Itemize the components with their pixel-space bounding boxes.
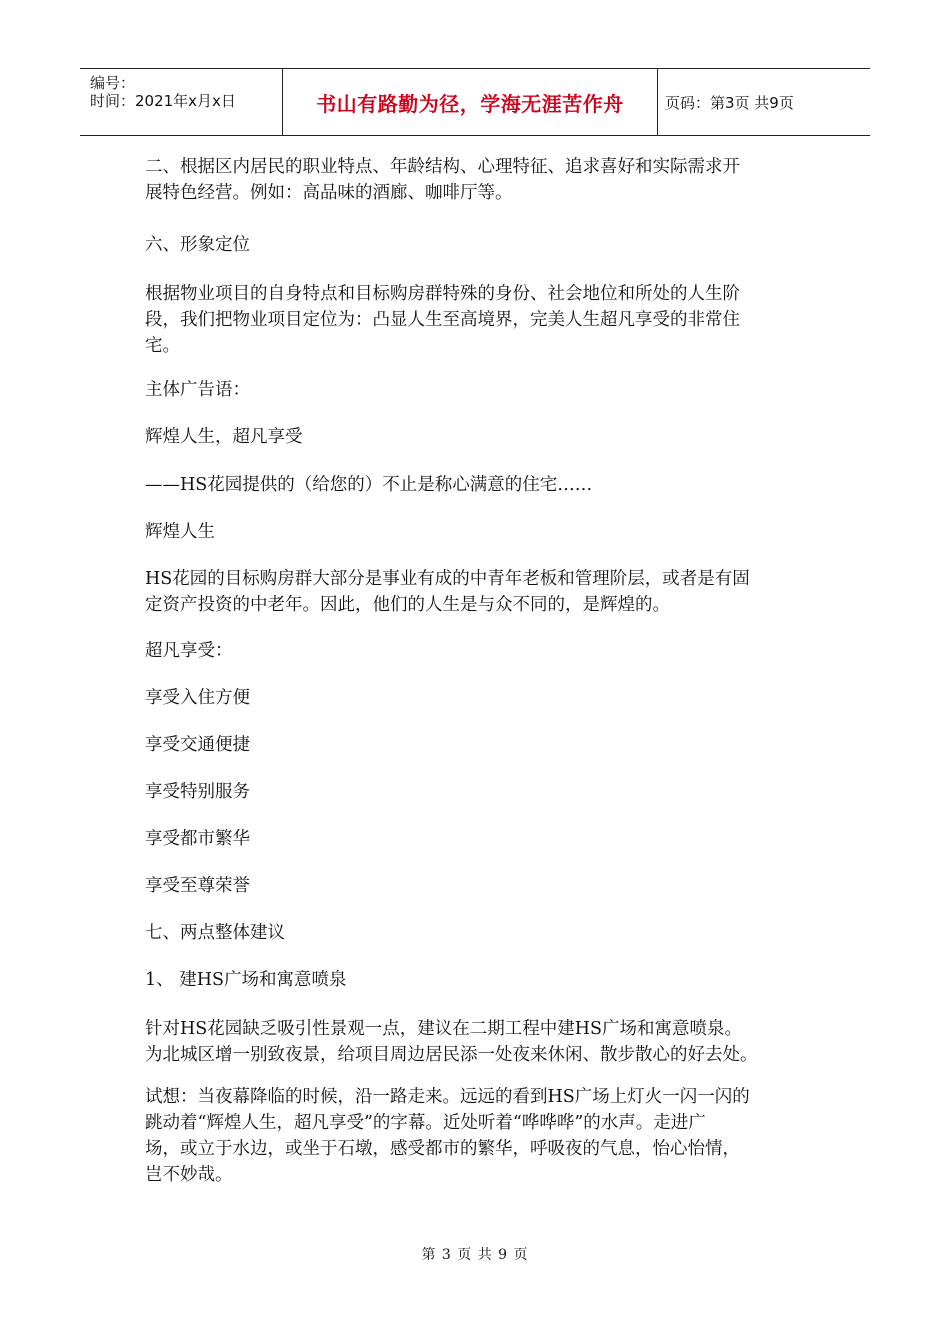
enjoy-item: 享受都市繁华	[145, 829, 250, 849]
text-line: 岂不妙哉。	[145, 1165, 233, 1185]
text-line: 场，或立于水边，或坐于石墩，感受都市的繁华，呼吸夜的气息，怡心怡情，	[145, 1139, 740, 1159]
paragraph-positioning	[145, 281, 740, 359]
text-line: 根据物业项目的自身特点和目标购房群特殊的身份、社会地位和所处的人生阶	[145, 284, 740, 304]
enjoy-item: 享受交通便捷	[145, 735, 250, 755]
subheading-plaza: 1、 建HS广场和寓意喷泉	[145, 970, 347, 990]
page-header	[80, 68, 870, 136]
text-line: 跳动着“辉煌人生，超凡享受”的字幕。近处听着“哗哗哗”的水声。走进广	[145, 1113, 706, 1133]
text-line: HS花园的目标购房群大部分是事业有成的中青年老板和管理阶层，或者是有固	[145, 569, 750, 589]
slogan-label: 主体广告语：	[145, 380, 250, 400]
text-line: 为北城区增一别致夜景，给项目周边居民添一处夜来休闲、散步散心的好去处。	[145, 1045, 758, 1065]
paragraph-2-business	[145, 154, 740, 206]
text-line: 二、根据区内居民的职业特点、年龄结构、心理特征、追求喜好和实际需求开	[145, 157, 740, 177]
header-number-label: 编号：	[90, 74, 136, 92]
paragraph-target-buyers	[145, 566, 750, 618]
text-line: 段，我们把物业项目定位为：凸显人生至高境界，完美人生超凡享受的非常住	[145, 310, 740, 330]
text-line: 展特色经营。例如：高品味的酒廊、咖啡厅等。	[145, 183, 513, 203]
slogan-main: 辉煌人生，超凡享受	[145, 427, 303, 447]
enjoy-item: 享受至尊荣誉	[145, 876, 250, 896]
text-line: 定资产投资的中老年。因此，他们的人生是与众不同的，是辉煌的。	[145, 595, 670, 615]
paragraph-night-scene	[145, 1084, 750, 1188]
page-footer: 第 3 页 共 9 页	[421, 1247, 529, 1263]
header-time-label: 时间：2021年x月x日	[90, 92, 236, 110]
header-page-label: 页码：第3页 共9页	[665, 93, 794, 112]
text-line: 试想：当夜幕降临的时候，沿一路走来。远远的看到HS广场上灯火一闪一闪的	[145, 1087, 750, 1107]
text-line: 针对HS花园缺乏吸引性景观一点，建议在二期工程中建HS广场和寓意喷泉。	[145, 1019, 742, 1039]
section-heading-6: 六、形象定位	[145, 235, 250, 255]
heading-enjoy: 超凡享受：	[145, 641, 233, 661]
text-line: 宅。	[145, 336, 180, 356]
enjoy-item: 享受特别服务	[145, 782, 250, 802]
paragraph-plaza-proposal	[145, 1016, 758, 1068]
header-meta	[80, 69, 282, 135]
header-motto: 书山有路勤为径，学海无涯苦作舟	[282, 69, 658, 135]
section-heading-7: 七、两点整体建议	[145, 923, 285, 943]
heading-glory: 辉煌人生	[145, 522, 215, 542]
slogan-subtitle: ——HS花园提供的（给您的）不止是称心满意的住宅……	[145, 475, 593, 495]
enjoy-item: 享受入住方便	[145, 688, 250, 708]
